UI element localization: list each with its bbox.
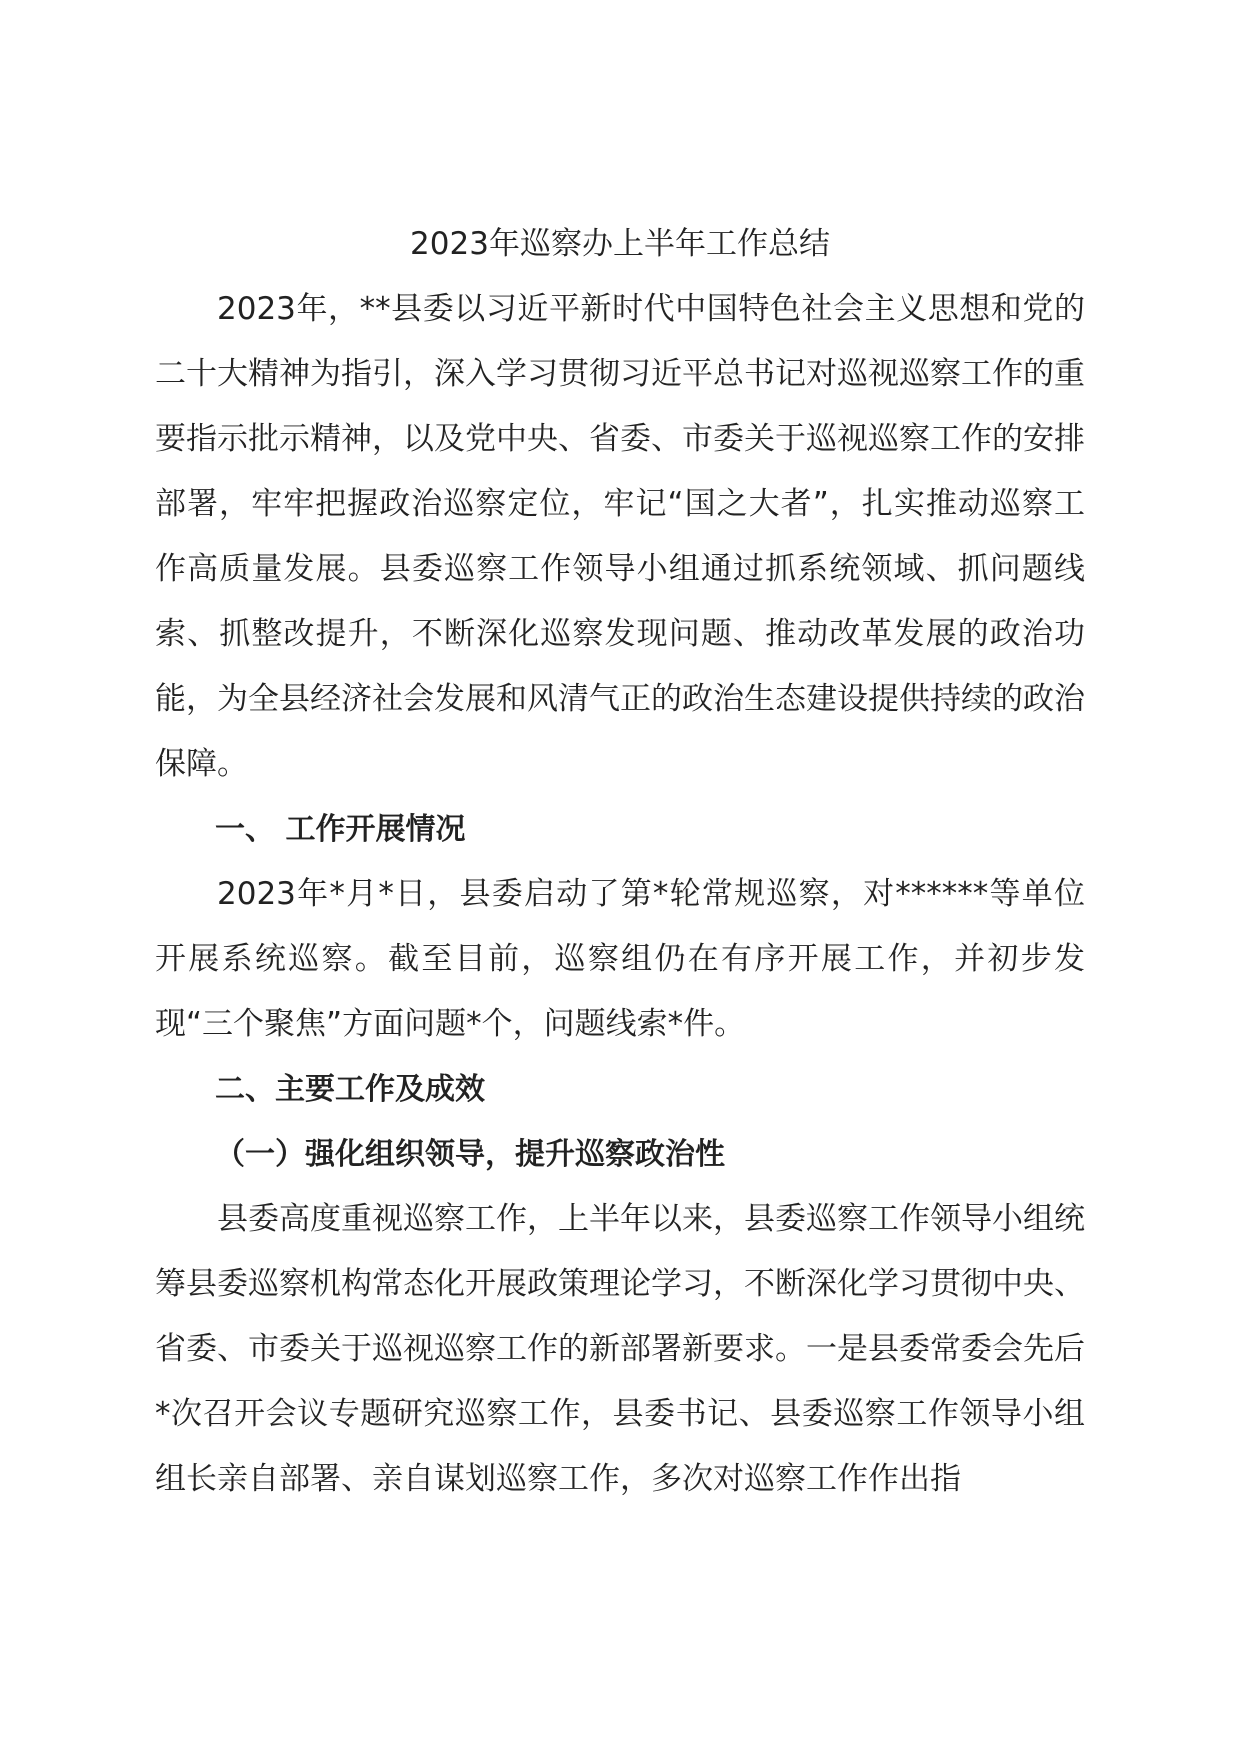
document-body <box>155 212 1085 1512</box>
section-heading-2: 二、主要工作及成效 <box>215 1072 485 1107</box>
subsection-2-1-paragraph: 县委高度重视巡察工作，上半年以来，县委巡察工作领导小组统筹县委巡察机构常态化开展政策理论学习，不断深化学习贯彻中央、省委、市委关于巡视巡察工作的新部署新要求。一是县委常委会先后*次召开会议专题研究巡察工作，县委书记、县委巡察工作领导小组组长亲自部署、亲自谋划巡察工作，多次对巡察工作作出指 <box>155 1201 1085 1497</box>
section-1-paragraph: 2023年*月*日，县委启动了第*轮常规巡察，对******等单位开展系统巡察。截至目前，巡察组仍在有序开展工作，并初步发现“三个聚焦”方面问题*个，问题线索*件。 <box>155 876 1085 1042</box>
intro-paragraph: 2023年，**县委以习近平新时代中国特色社会主义思想和党的二十大精神为指引，深入学习贯彻习近平总书记对巡视巡察工作的重要指示批示精神，以及党中央、省委、市委关于巡视巡察工作的安排部署，牢牢把握政治巡察定位，牢记“国之大者”，扎实推动巡察工作高质量发展。县委巡察工作领导小组通过抓系统领域、抓问题线索、抓整改提升，不断深化巡察发现问题、推动改革发展的政治功能，为全县经济社会发展和风清气正的政治生态建设提供持续的政治保障。 <box>155 291 1085 782</box>
subsection-heading-2-1: （一）强化组织领导，提升巡察政治性 <box>215 1137 725 1172</box>
section-heading-1: 一、 工作开展情况 <box>215 812 466 847</box>
document-title: 2023年巡察办上半年工作总结 <box>410 226 830 262</box>
